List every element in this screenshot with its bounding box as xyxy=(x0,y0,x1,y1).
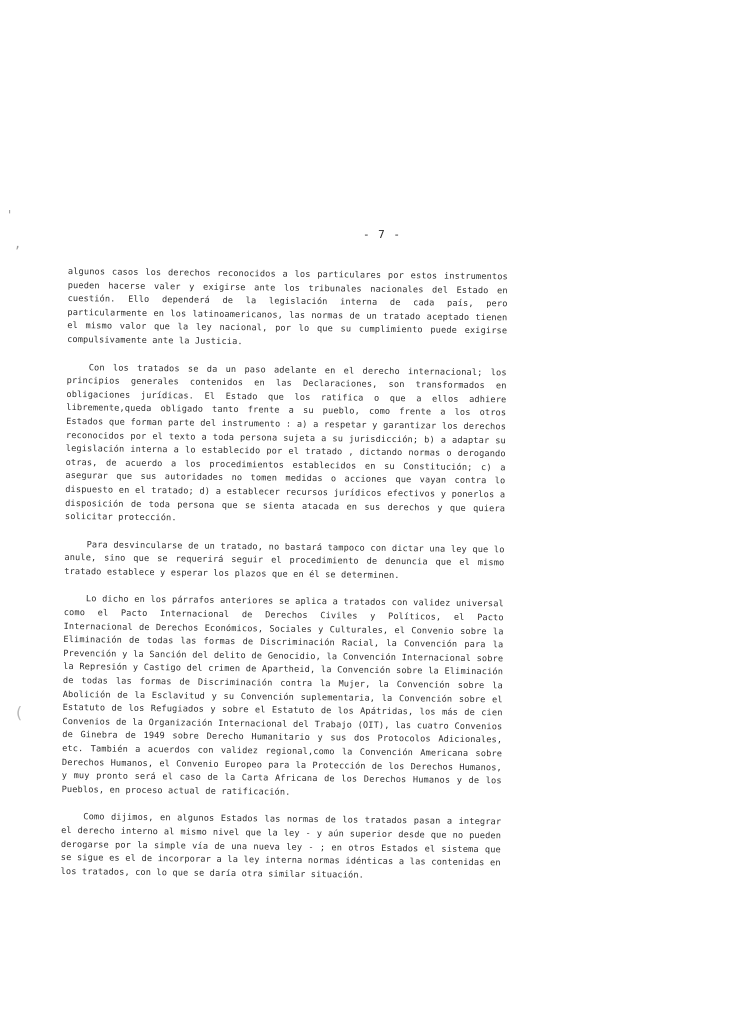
margin-mark-top: ' xyxy=(6,208,14,222)
page-number: - 7 - xyxy=(362,228,402,241)
paragraph-3: Para desvincularse de un tratado, no bastará tampoco con dictar una ley que lo anule, sino que se requerirá seguir el procedimiento de denuncia que el mismo tratado establece y esperar los plazos que en él se determinen. xyxy=(64,539,505,581)
paragraph-1: algunos casos los derechos reconocidos a los particulares por estos instrumentos pueden hacerse valer y exigirse ante los tribunales nacionales del Estado en cuestión. Ello dependerá de la legislación interna de cada país, pero particularmente en los latinoamericanos, las normas de un tratado aceptado tienen el mismo valor que la ley nacional, por lo que su cumplimiento puede exigirse compulsivamente ante la Justicia. xyxy=(67,266,508,348)
margin-mark-paren: ( xyxy=(14,703,24,722)
document-body xyxy=(60,266,508,899)
paragraph-2: Con los tratados se da un paso adelante en el derecho internacional; los principios generales contenidos en las Declaraciones, son transformados en obligaciones jurídicas. El Estado que los ratifica o que a ellos adhiere libremente,queda obligado tanto frente a su pueblo, como frente a los otros Estados que forman parte del instrumento : a) a respetar y garantizar los derechos reconocidos por el texto a toda persona sujeta a su jurisdicción; b) a adaptar su legislación interna a lo establecido por el tratado , dictando normas o derogando otras, de acuerdo a los procedimientos establecidos en su Constitución; c) a asegurar que sus autoridades no tomen medidas o acciones que vayan contra lo dispuesto en el tratado; d) a establecer recursos jurídicos efectivos y ponerlos a disposición de toda persona que se sienta atacada en sus derechos y que quiera solicitar protección. xyxy=(64,362,507,524)
paragraph-4: Lo dicho en los párrafos anteriores se aplica a tratados con validez universal como el Pacto Internacional de Derechos Civiles y Políticos, el Pacto Internacional de Derechos Económicos, Sociales y Culturales, el Convenio sobre la Eliminación de todas las formas de Discriminación Racial, la Convención para la Prevención y la Sanción del delito de Genocidio, la Convención Internacional sobre la Represión y Castigo del crimen de Apartheid, la Convención sobre la Eliminación de todas las formas de Discriminación contra la Mujer, la Convención sobre la Abolición de la Esclavitud y su Convención suplementaria, la Convención sobre el Estatuto de los Refugiados y sobre el Estatuto de los Apátridas, los más de cien Convenios de la Organización Internacional del Trabajo (OIT), las cuatro Convenios de Ginebra de 1949 sobre Derecho Humanitario y sus dos Protocolos Adicionales, etc. También a acuerdos con validez regional,como la Convención Americana sobre Derechos Humanos, el Convenio Europeo para la Protección de los Derechos Humanos, y muy pronto será el caso de la Carta Africana de los Derechos Humanos y de los Pueblos, en proceso actual de ratificación. xyxy=(61,594,504,798)
margin-mark-left: , xyxy=(14,237,22,251)
paragraph-5: Como dijimos, en algunos Estados las normas de los tratados pasan a integrar el derecho interno al mismo nivel que la ley - y aún superior desde que no pueden derogarse por la simple vía de una nueva ley - ; en otros Estados el sistema que se sigue es el de incorporar a la ley interna normas idénticas a las contenidas en los tratados, con lo que se daría otra similar situación. xyxy=(60,812,502,881)
